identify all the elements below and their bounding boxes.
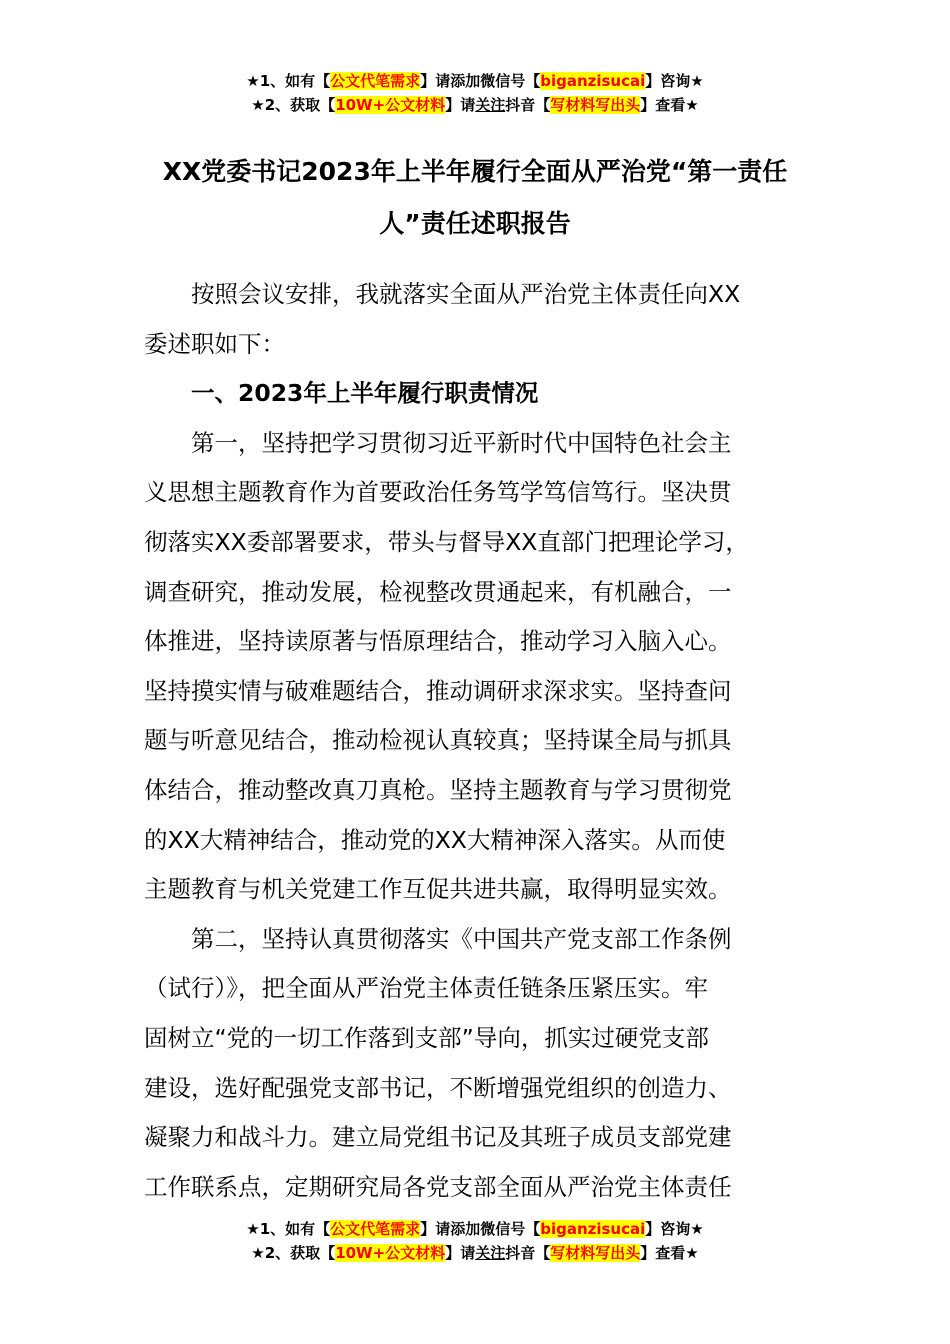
body-line: 建设，选好配强党支部书记，不断增强党组织的创造力、 — [144, 1073, 732, 1102]
wechat-id: biganzisucai — [540, 1220, 646, 1238]
body-line: 的XX大精神结合，推动党的XX大精神深入落实。从而使 — [144, 825, 726, 854]
body-line: 委述职如下： — [144, 329, 285, 358]
document-body — [144, 270, 824, 1212]
body-line: （试行）》，把全面从严治党主体责任链条压紧压实。牢 — [144, 974, 708, 1003]
title-line-1: XX党委书记2023年上半年履行全面从严治党“第一责任 — [162, 157, 788, 186]
body-line: 体推进，坚持读原著与悟原理结合，推动学习入脑入心。 — [144, 627, 732, 656]
footer-promo-banner — [0, 1217, 950, 1265]
document-title — [130, 146, 820, 250]
underlined-text: 关注 — [475, 1244, 506, 1262]
wechat-id: biganzisucai — [540, 72, 646, 90]
body-line: 义思想主题教育作为首要政治任务笃学笃信笃行。坚决贯 — [144, 478, 732, 507]
body-line: 体结合，推动整改真刀真枪。坚持主题教育与学习贯彻党 — [144, 775, 732, 804]
body-line: 凝聚力和战斗力。建立局党组书记及其班子成员支部党建 — [144, 1123, 732, 1152]
body-line: 第一，坚持把学习贯彻习近平新时代中国特色社会主 — [144, 428, 732, 457]
body-line: 彻落实XX委部署要求，带头与督导XX直部门把理论学习， — [144, 527, 749, 556]
promo-line-2: ★2、获取【10W+公文材料】请关注抖音【写材料写出头】查看★ — [251, 1244, 699, 1262]
body-line: 题与听意见结合，推动检视认真较真；坚持谋全局与抓具 — [144, 726, 732, 755]
body-line: 工作联系点，定期研究局各党支部全面从严治党主体责任 — [144, 1172, 732, 1201]
body-line: 按照会议安排，我就落实全面从严治党主体责任向XX — [144, 280, 741, 308]
highlight-text: 10W+公文材料 — [335, 96, 446, 114]
body-line: 固树立“党的一切工作落到支部”导向，抓实过硬党支部 — [144, 1023, 709, 1052]
body-line: 坚持摸实情与破难题结合，推动调研求深求实。坚持查问 — [144, 676, 732, 705]
body-line: 第二，坚持认真贯彻落实《中国共产党支部工作条例 — [144, 924, 732, 953]
body-line: 主题教育与机关党建工作互促共进共赢，取得明显实效。 — [144, 875, 732, 904]
douyin-account: 写材料写出头 — [550, 1244, 641, 1262]
promo-line-1: ★1、如有【公文代笔需求】请添加微信号【biganzisucai】咨询★ — [246, 72, 704, 90]
body-line: 调查研究，推动发展，检视整改贯通起来，有机融合，一 — [144, 577, 732, 606]
header-promo-banner — [0, 69, 950, 117]
highlight-text: 10W+公文材料 — [335, 1244, 446, 1262]
douyin-account: 写材料写出头 — [550, 96, 641, 114]
promo-line-2: ★2、获取【10W+公文材料】请关注抖音【写材料写出头】查看★ — [251, 96, 699, 114]
title-line-2: 人”责任述职报告 — [379, 209, 571, 238]
promo-line-1: ★1、如有【公文代笔需求】请添加微信号【biganzisucai】咨询★ — [246, 1220, 704, 1238]
underlined-text: 关注 — [475, 96, 506, 114]
highlight-text: 公文代笔需求 — [330, 72, 421, 90]
section-heading: 一、2023年上半年履行职责情况 — [144, 379, 539, 408]
highlight-text: 公文代笔需求 — [330, 1220, 421, 1238]
